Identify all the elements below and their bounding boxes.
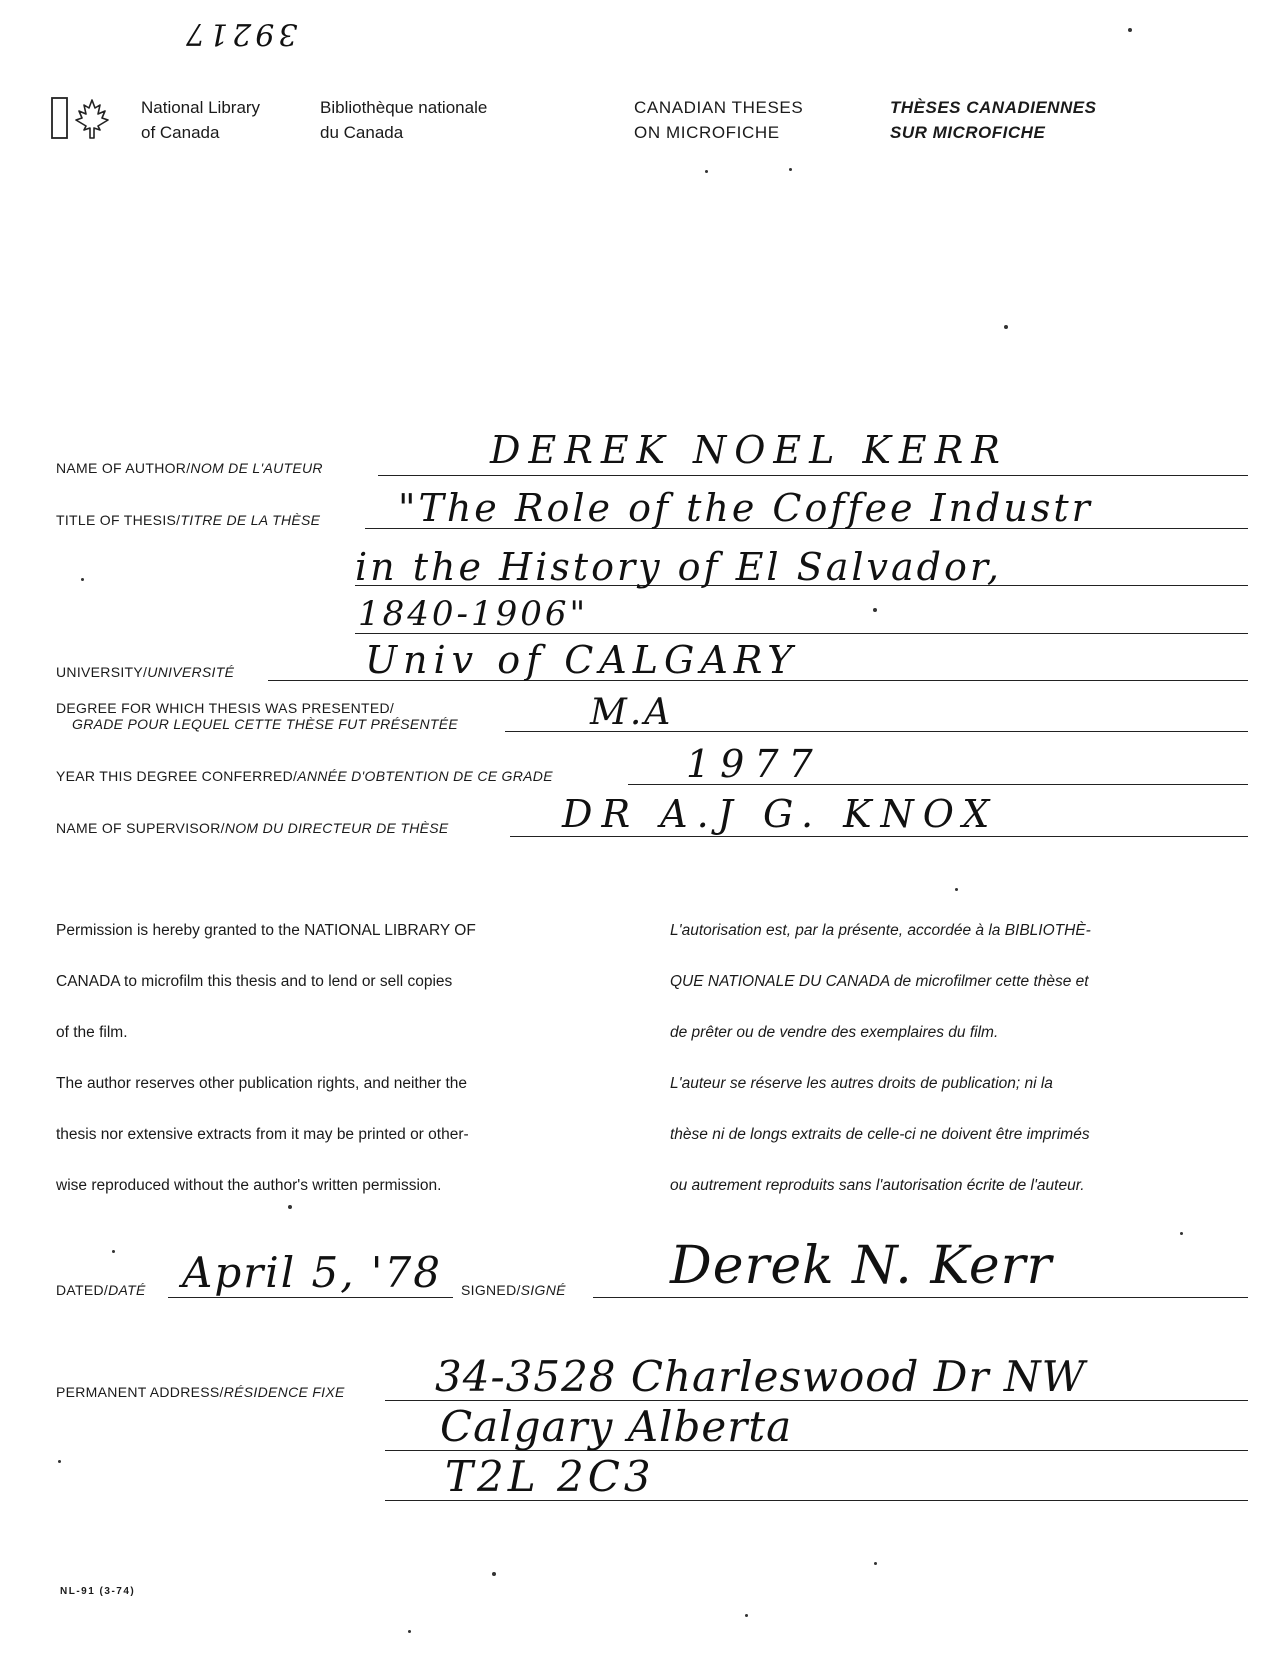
supervisor-line: [510, 836, 1248, 837]
signed-line: [593, 1297, 1248, 1298]
library-name-fr: Bibliothèque nationale du Canada: [320, 98, 488, 142]
degree-value: M.A: [590, 692, 674, 733]
address-value-line-3: T2L 2C3: [445, 1452, 655, 1501]
address-value-line-1: 34-3528 Charleswood Dr NW: [435, 1352, 1086, 1401]
title-value-line-3: 1840-1906": [358, 594, 589, 634]
author-line: [378, 475, 1248, 476]
library-name-en: National Library of Canada: [141, 98, 261, 142]
dated-line: [168, 1297, 453, 1298]
title-value-line-2: in the History of El Salvador,: [355, 545, 1002, 589]
series-title-fr: THÈSES CANADIENNES SUR MICROFICHE: [890, 98, 1097, 142]
form-code: NL-91 (3-74): [60, 1586, 136, 1597]
year-label: YEAR THIS DEGREE CONFERRED/ANNÉE D'OBTENTION DE CE GRADE: [56, 768, 553, 784]
university-value: Univ of CALGARY: [365, 638, 799, 682]
library-logo: [50, 96, 120, 142]
signature: Derek N. Kerr: [670, 1236, 1053, 1296]
series-title-en: CANADIAN THESES ON MICROFICHE: [634, 98, 804, 142]
permission-text-fr: L'autorisation est, par la présente, accordée à la BIBLIOTHÈ- QUE NATIONALE DU CANADA de microfilmer cette thèse et de prêter ou de vendre des exemplaires du film. L'auteur se réserve les autres droits de publication; ni la thèse ni de longs extraits de celle-ci ne doivent être imprimés ou autrement reproduits sans l'autorisation écrite de l'auteur.: [670, 922, 1091, 1194]
degree-label: DEGREE FOR WHICH THESIS WAS PRESENTED/ GRADE POUR LEQUEL CETTE THÈSE FUT PRÉSENTÉE: [56, 700, 459, 732]
dated-label: DATED/DATÉ: [56, 1282, 146, 1298]
maple-leaf-icon: [50, 96, 120, 142]
author-label: NAME OF AUTHOR/NOM DE L'AUTEUR: [56, 460, 323, 476]
year-value: 1977: [686, 742, 823, 786]
signed-label: SIGNED/SIGNÉ: [461, 1282, 566, 1298]
date-value: April 5, '78: [182, 1248, 442, 1297]
address-label: PERMANENT ADDRESS/RÉSIDENCE FIXE: [56, 1384, 345, 1400]
address-value-line-2: Calgary Alberta: [440, 1402, 793, 1451]
university-label: UNIVERSITY/UNIVERSITÉ: [56, 664, 235, 680]
stamp-number: 39217: [182, 16, 298, 51]
title-value-line-1: "The Role of the Coffee Industr: [398, 486, 1093, 530]
author-value: DEREK NOEL KERR: [490, 428, 1008, 472]
permission-text-en: Permission is hereby granted to the NATIONAL LIBRARY OF CANADA to microfilm this thesis and to lend or sell copies of the film. The author reserves other publication rights, and neither the thesis nor extensive extracts from it may be printed or other- wise reproduced without the author's written permission.: [56, 922, 476, 1194]
supervisor-label: NAME OF SUPERVISOR/NOM DU DIRECTEUR DE THÈSE: [56, 820, 449, 836]
title-label: TITLE OF THESIS/TITRE DE LA THÈSE: [56, 512, 321, 528]
supervisor-value: DR A.J G. KNOX: [562, 792, 999, 836]
